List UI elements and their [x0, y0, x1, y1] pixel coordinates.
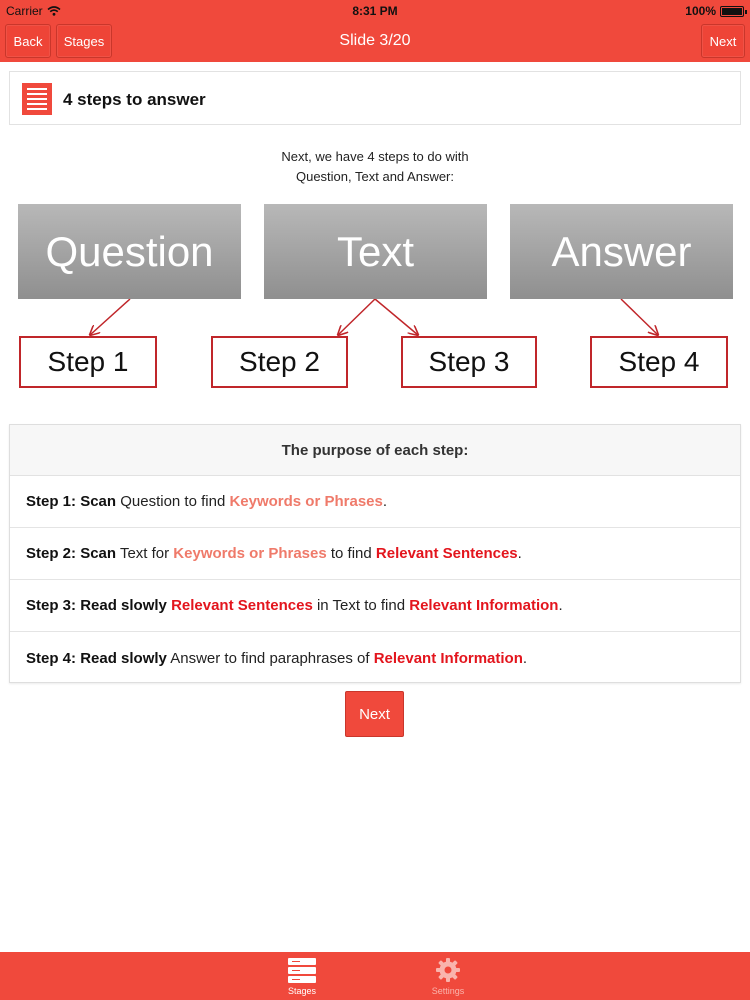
nav-bar	[0, 22, 750, 62]
section-title: 4 steps to answer	[63, 90, 206, 109]
tab-settings-label: Settings	[431, 986, 465, 996]
arrow-question-step1	[90, 299, 130, 335]
step-3-box: Step 3	[401, 336, 537, 388]
purpose-heading: The purpose of each step:	[10, 425, 740, 476]
document-icon	[22, 83, 52, 115]
status-bar	[0, 0, 750, 22]
purpose-row-step-4: Step 4: Read slowly Answer to find paraphrases of Relevant Information .	[26, 649, 528, 667]
tab-stages-label: Stages	[287, 986, 317, 996]
battery-icon	[720, 6, 744, 17]
step-2-box: Step 2	[211, 336, 348, 388]
purpose-panel	[9, 424, 741, 683]
intro-text	[0, 147, 750, 187]
stages-button[interactable]: Stages	[56, 24, 112, 58]
intro-line-2: Question, Text and Answer:	[295, 169, 455, 184]
purpose-row-step-3: Step 3: Read slowly Relevant Sentences in Text to find Relevant Information .	[10, 580, 740, 632]
back-button[interactable]: Back	[5, 24, 51, 58]
next-nav-button[interactable]: Next	[701, 24, 745, 58]
arrow-text-step3	[375, 299, 418, 335]
arrow-answer-step4	[621, 299, 658, 335]
steps-diagram	[0, 200, 750, 395]
carrier-label: Carrier	[6, 4, 43, 18]
box-text: Text	[264, 204, 487, 299]
intro-line-1: Next, we have 4 steps to do with	[281, 149, 469, 164]
step-4-box: Step 4	[590, 336, 728, 388]
gear-icon	[434, 956, 462, 984]
tab-bar	[0, 952, 750, 1000]
arrow-text-step2	[338, 299, 375, 335]
tab-stages[interactable]	[262, 952, 342, 1000]
page-title: Slide 3/20	[339, 32, 411, 49]
stages-icon	[288, 956, 316, 984]
purpose-row-step-2: Step 2: Scan Text for Keywords or Phrases to find Relevant Sentences .	[10, 528, 740, 580]
section-header	[9, 71, 741, 125]
battery-percent: 100%	[685, 4, 716, 18]
purpose-row-step-1: Step 1: Scan Question to find Keywords or Phrases .	[10, 476, 740, 528]
next-button[interactable]: Next	[345, 691, 404, 737]
status-time: 8:31 PM	[352, 4, 398, 18]
step-1-box: Step 1	[19, 336, 157, 388]
box-question: Question	[18, 204, 241, 299]
tab-settings[interactable]	[408, 952, 488, 1000]
box-answer: Answer	[510, 204, 733, 299]
